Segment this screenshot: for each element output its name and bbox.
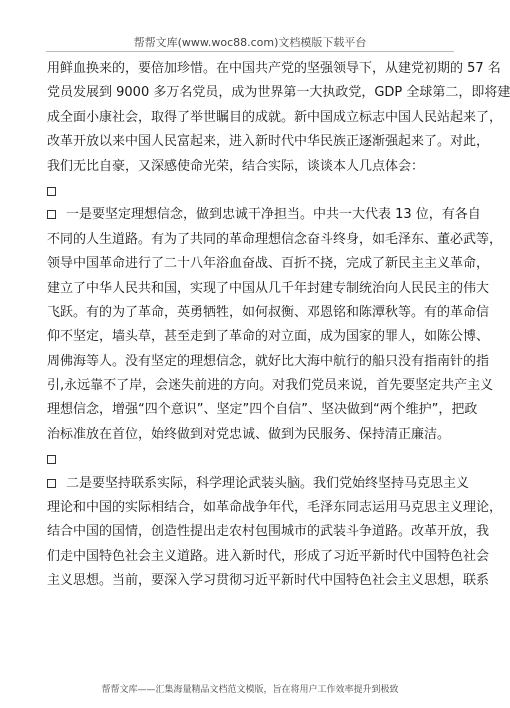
text-line: 我们无比自豪，又深感使命光荣，结合实际，谈谈本人几点体会： xyxy=(47,158,425,174)
text-line: 治标准放在首位，始终做到对党忠诚、做到为民服务、保持清正廉洁。 xyxy=(47,426,451,442)
text-line xyxy=(47,472,470,496)
paragraph-2 xyxy=(47,203,503,447)
paragraph-3 xyxy=(47,472,503,594)
text-line: 不同的人生道路。有为了共同的革命理想信念奋斗终身，如毛泽东、董必武等， xyxy=(47,231,503,247)
checkbox-icon xyxy=(47,479,56,488)
text-line: 理想信念，增强“四个意识”、坚定”四个自信”、坚决做到“两个维护”，把政 xyxy=(47,402,478,418)
checkbox-icon xyxy=(47,187,56,196)
text-line: 成全面小康社会，取得了举世瞩目的成就。新中国成立标志中国人民站起来了， xyxy=(47,109,503,125)
checkbox-icon xyxy=(47,210,56,219)
text-line: 周佛海等人。没有坚定的理想信念，就好比大海中航行的船只没有指南针的指 xyxy=(47,353,490,369)
document-body xyxy=(47,57,510,594)
header-divider xyxy=(46,51,454,52)
page-header: 帮帮文库(www.woc88.com)文档模版下载平台 xyxy=(133,36,367,49)
text-line-content: 一是要坚定理想信念，做到忠诚干净担当。中共一大代表 13 位，有各自 xyxy=(66,207,481,223)
paragraph-1 xyxy=(47,57,510,179)
text-line: 们走中国特色社会主义道路。进入新时代，形成了习近平新时代中国特色社会 xyxy=(47,548,490,564)
text-line: 理论和中国的实际相结合，如革命战争年代，毛泽东同志运用马克思主义理论， xyxy=(47,500,503,516)
text-line: 引,永远靠不了岸，会迷失前进的方向。对我们党员来说，首先要坚定共产主义 xyxy=(47,378,494,394)
text-line: 主义思想。当前，要深入学习贯彻习近平新时代中国特色社会主义思想，联系 xyxy=(47,573,490,589)
page-footer: 帮帮文库——汇集海量精品文档范文模版，旨在将用户工作效率提升到极致 xyxy=(101,685,399,695)
text-line xyxy=(47,203,481,227)
text-line: 用鲜血换来的，要倍加珍惜。在中国共产党的坚强领导下，从建党初期的 57 名 xyxy=(47,61,501,76)
text-line: 建立了中华人民共和国，实现了中国从几千年封建专制统治向人民民主的伟大 xyxy=(47,280,490,296)
text-line: 结合中国的国情，创造性提出走农村包围城市的武装斗争道路。改革开放，我 xyxy=(47,524,490,540)
text-line: 仰不坚定，墙头草，甚至走到了革命的对立面，成为国家的罪人，如陈公博、 xyxy=(47,329,490,345)
empty-checkbox-row xyxy=(47,447,459,471)
text-line: 党员发展到 9000 多万名党员，成为世界第一大执政党，GDP 全球第二，即将建 xyxy=(47,85,510,101)
empty-checkbox-row xyxy=(47,179,459,203)
text-line-content: 二是要坚持联系实际，科学理论武装头脑。我们党始终坚持马克思主义 xyxy=(66,475,470,491)
checkbox-icon xyxy=(47,455,56,464)
text-line: 领导中国革命进行了二十八年浴血奋战、百折不挠，完成了新民主主义革命， xyxy=(47,256,490,272)
text-line: 飞跃。有的为了革命，英勇牺牲，如何叔衡、邓恩铭和陈潭秋等。有的革命信 xyxy=(47,304,490,320)
text-line: 改革开放以来中国人民富起来，进入新时代中华民族正逐渐强起来了。对此， xyxy=(47,134,490,150)
